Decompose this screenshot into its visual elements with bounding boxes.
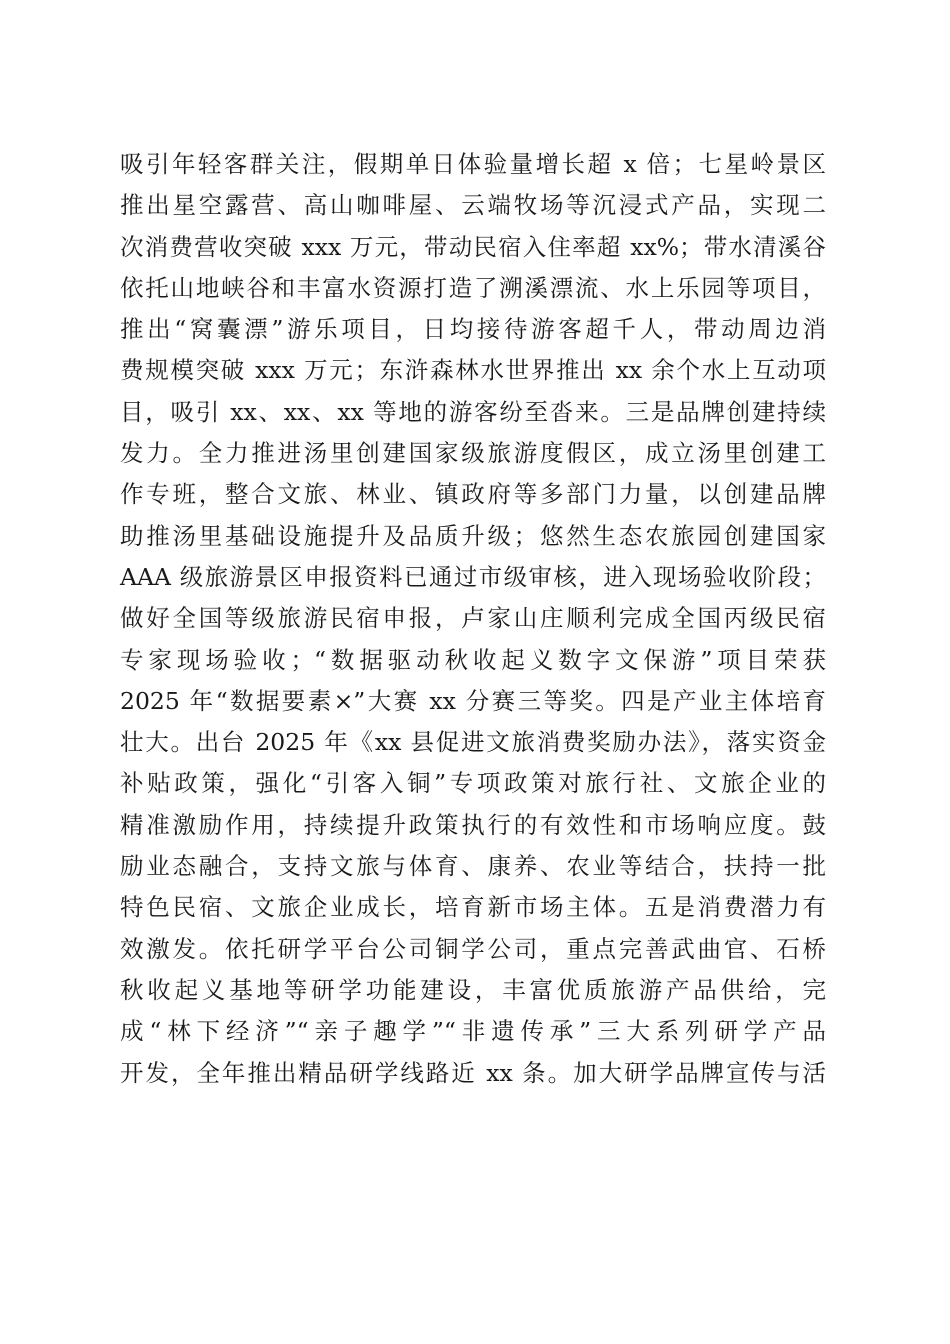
- text-line: 目，吸引 xx、xx、xx 等地的游客纷至沓来。三是品牌创建持续: [120, 397, 826, 426]
- text-line: 壮大。出台 2025 年《xx 县促进文旅消费奖励办法》，落实资金: [120, 728, 826, 757]
- text-line: 作专班，整合文旅、林业、镇政府等多部门力量，以创建品牌: [120, 480, 826, 509]
- text-line: 费规模突破 xxx 万元；东浒森林水世界推出 xx 余个水上互动项: [120, 356, 826, 385]
- text-line: 成“林下经济”“亲子趣学”“非遗传承”三大系列研学产品: [120, 1017, 826, 1046]
- text-line: 开发，全年推出精品研学线路近 xx 条。加大研学品牌宣传与活: [120, 1058, 826, 1087]
- text-line: 特色民宿、文旅企业成长，培育新市场主体。五是消费潜力有: [120, 893, 826, 922]
- text-line: 助推汤里基础设施提升及品质升级；悠然生态农旅园创建国家: [120, 521, 826, 550]
- text-line: 推出“窝囊漂”游乐项目，日均接待游客超千人，带动周边消: [120, 315, 826, 344]
- text-line: 效激发。依托研学平台公司铜学公司，重点完善武曲官、石桥: [120, 934, 826, 963]
- text-line: 专家现场验收；“数据驱动秋收起义数字文保游”项目荣获: [120, 645, 826, 674]
- text-line: 2025 年“数据要素×”大赛 xx 分赛三等奖。四是产业主体培育: [120, 686, 826, 715]
- text-line: 依托山地峡谷和丰富水资源打造了溯溪漂流、水上乐园等项目，: [120, 273, 826, 302]
- text-line: AAA 级旅游景区申报资料已通过市级审核，进入现场验收阶段；: [120, 562, 826, 591]
- body-text: [120, 144, 826, 1094]
- text-line: 推出星空露营、高山咖啡屋、云端牧场等沉浸式产品，实现二: [120, 191, 826, 220]
- text-line: 吸引年轻客群关注，假期单日体验量增长超 x 倍；七星岭景区: [120, 150, 826, 178]
- text-line: 补贴政策，强化“引客入铜”专项政策对旅行社、文旅企业的: [120, 769, 826, 798]
- text-line: 励业态融合，支持文旅与体育、康养、农业等结合，扶持一批: [120, 852, 826, 881]
- text-line: 次消费营收突破 xxx 万元，带动民宿入住率超 xx%；带水清溪谷: [120, 232, 826, 261]
- text-line: 精准激励作用，持续提升政策执行的有效性和市场响应度。鼓: [120, 810, 826, 839]
- text-line: 发力。全力推进汤里创建国家级旅游度假区，成立汤里创建工: [120, 439, 826, 468]
- text-line: 做好全国等级旅游民宿申报，卢家山庄顺利完成全国丙级民宿: [120, 604, 826, 633]
- text-line: 秋收起义基地等研学功能建设，丰富优质旅游产品供给，完: [120, 975, 826, 1004]
